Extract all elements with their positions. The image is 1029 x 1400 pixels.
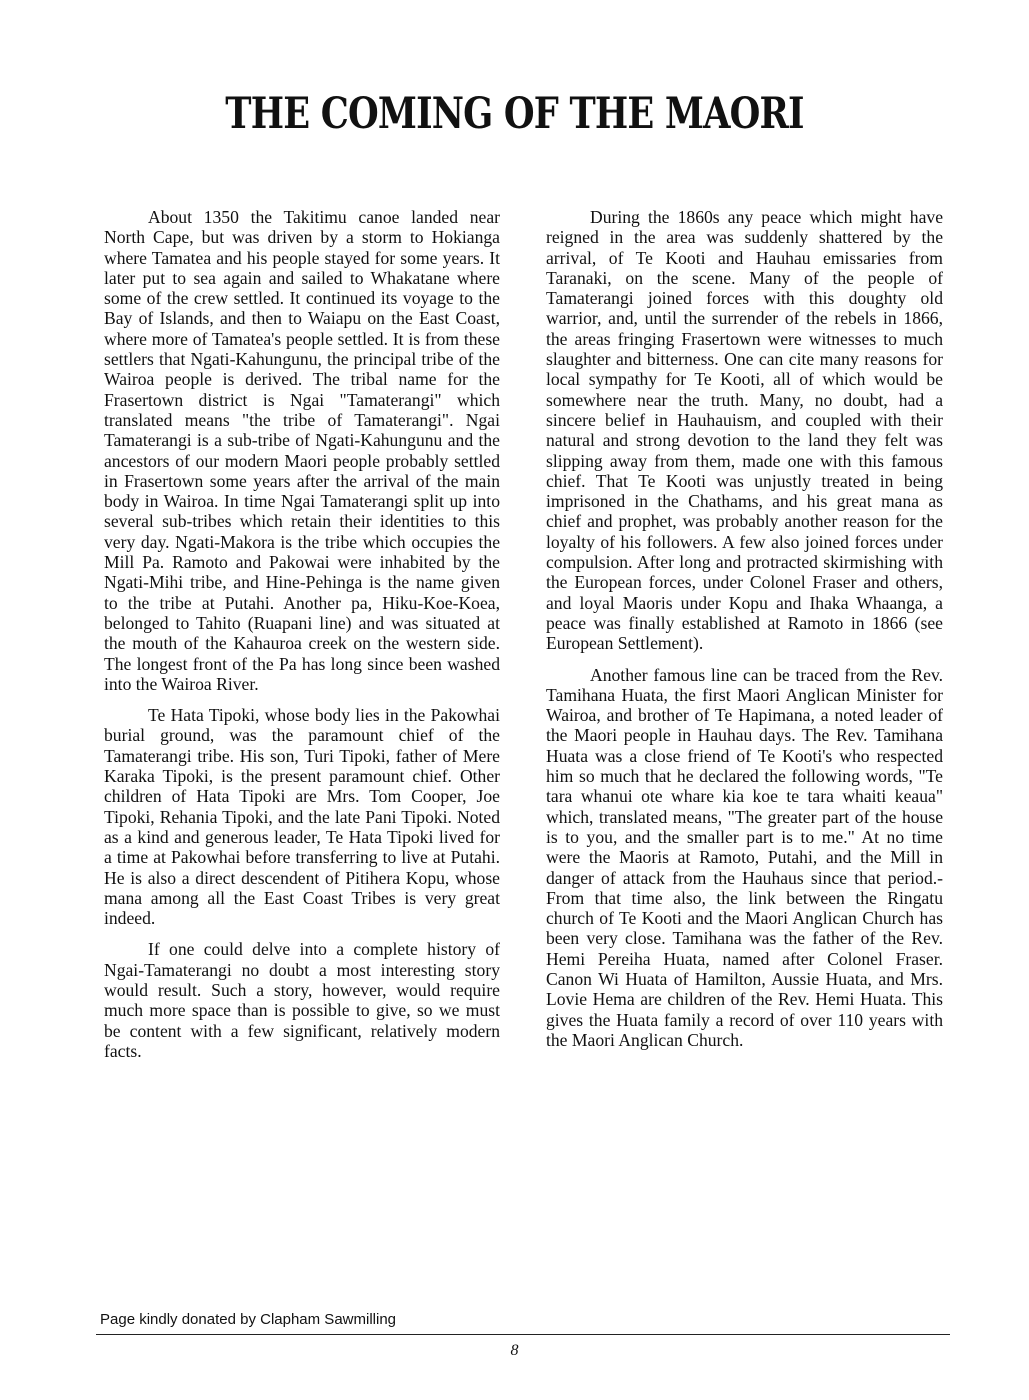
paragraph: About 1350 the Takitimu canoe landed near North Cape, but was driven by a storm to Hokianga where Tamatea and his people stayed for some years. It later put to sea again and sailed to Whakatane where some of the crew settled. It continued its voyage to the Bay of Islands, and then to Waiapu on the East Coast, where more of Tamatea's people settled. It is from these settlers that Ngati-Kahungunu, the principal tribe of the Wairoa people is derived. The tribal name for the Frasertown district is Ngai "Tamaterangi" which translated means "the tribe of Tamaterangi". Ngai Tamaterangi is a sub-tribe of Ngati-Kahungunu and the ancestors of our modern Maori people probably settled in Frasertown some years after the arrival of the main body in Wairoa. In time Ngai Tamaterangi split up into several sub-tribes which retain their identities to this very day. Ngati-Makora is the tribe which occupies the Mill Pa. Ramoto and Pakowai were inhabited by the Ngati-Mihi tribe, and Hine-Pehinga is the name given to the tribe at Putahi. Another pa, Hiku-Koe-Koea, belonged to Tahito (Ruapani line) and was situated at the mouth of the Kahauroa creek on the western side. The longest front of the Pa has long since been washed into the Wairoa River. bbox=[104, 207, 500, 694]
paragraph: Another famous line can be traced from the Rev. Tamihana Huata, the first Maori Anglican Minister for Wairoa, and brother of Te Hapimana, a noted leader of the Maori people in Hauhau days. The Rev. Tamihana Huata was a close friend of Te Kooti's who respected him so much that he declared the following words, "Te tara whanui ote whare kia koe te tara whaiti keaua" which, translated means, "The greater part of the house is to you, and the smaller part is to me." At no time were the Maoris at Ramoto, Putahi, and the Mill in danger of attack from the Hauhaus since that period.-From that time also, the link between the Ringatu church of Te Kooti and the Maori Anglican Church has been very close. Tamihana was the father of the Rev. Hemi Pereiha Huata, named after Colonel Fraser. Canon Wi Huata of Hamilton, Aussie Huata, and Mrs. Lovie Hema are children of the Rev. Hemi Huata. This gives the Huata family a record of over 110 years with the Maori Anglican Church. bbox=[546, 664, 943, 1050]
right-column bbox=[546, 207, 943, 1061]
footer-rule bbox=[96, 1334, 950, 1335]
page-title: THE COMING OF THE MAORI bbox=[225, 89, 804, 139]
paragraph: During the 1860s any peace which might have reigned in the area was suddenly shattered by the arrival, of Te Kooti and Hauhau emissaries from Taranaki, on the scene. Many of the people of Tamaterangi joined forces with this doughty old warrior, and, until the surrender of the rebels in 1866, the areas fringing Frasertown were witnesses to much slaughter and bitterness. One can cite many reasons for local sympathy for Te Kooti, all of which would be somewhere near the truth. Many, no doubt, had a sincere belief in Hauhauism, and coupled with their natural and strong devotion to the land they felt was slipping away from them, made one with this famous chief. That Te Kooti was unjustly treated in being imprisoned in the Chathams, and his great mana as chief and prophet, was probably another reason for the loyalty of his followers. A few also joined forces under compulsion. After long and protracted skirmishing with the European forces, under Colonel Fraser and others, and loyal Maoris under Kopu and Ihaka Whaanga, a peace was finally established at Ramoto in 1866 (see European Settlement). bbox=[546, 207, 943, 654]
page-number: 8 bbox=[510, 1342, 519, 1359]
paragraph: If one could delve into a complete history of Ngai-Tamaterangi no doubt a most interesting story would result. Such a story, however, would require much more space than is possible to give, so we must be content with a few significant, relatively modern facts. bbox=[104, 939, 500, 1061]
donation-note: Page kindly donated by Clapham Sawmilling bbox=[100, 1311, 397, 1328]
left-column bbox=[104, 207, 500, 1072]
paragraph: Te Hata Tipoki, whose body lies in the Pakowhai burial ground, was the paramount chief of the Tamaterangi tribe. His son, Turi Tipoki, father of Mere Karaka Tipoki, is the present paramount chief. Other children of Hata Tipoki are Mrs. Tom Cooper, Joe Tipoki, Rehania Tipoki, and the late Pani Tipoki. Noted as a kind and generous leader, Te Hata Tipoki lived for a time at Pakowhai before transferring to live at Putahi. He is also a direct descendent of Pitihera Kopu, whose mana among all the East Coast Tribes is very great indeed. bbox=[104, 705, 500, 929]
